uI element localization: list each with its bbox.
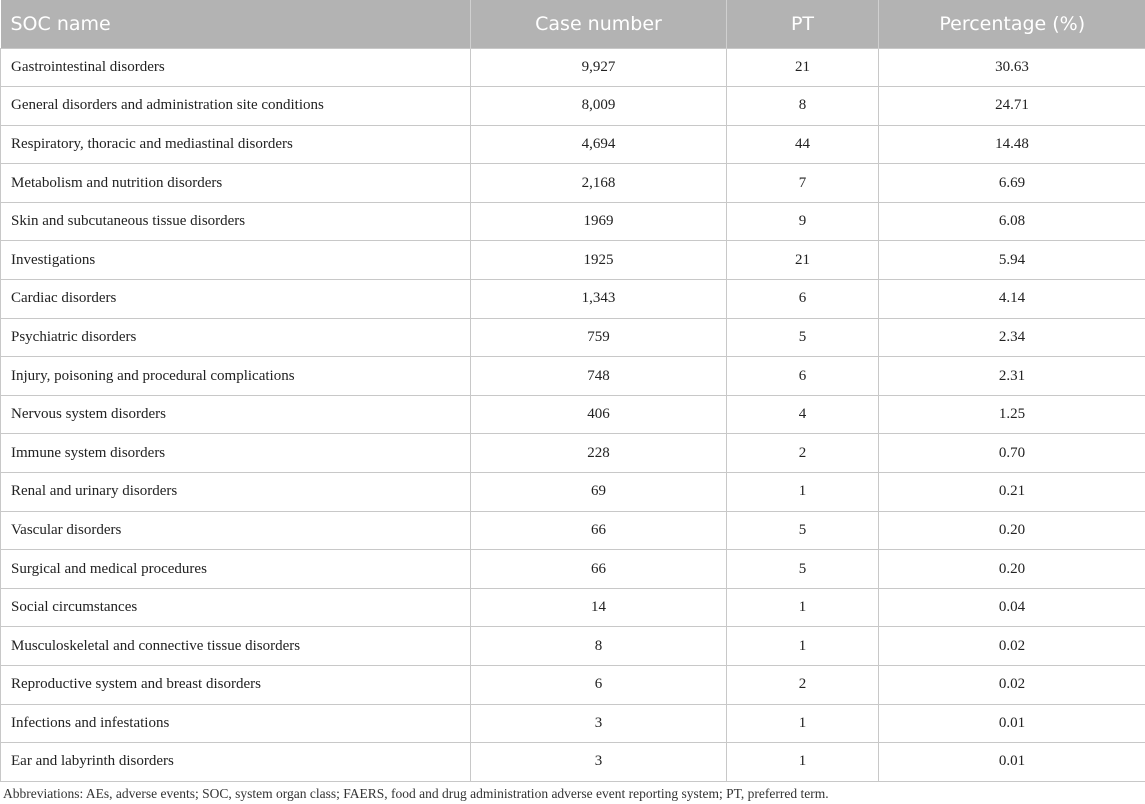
cell-case-number: 6: [471, 666, 727, 705]
cell-soc-name: Social circumstances: [1, 588, 471, 627]
cell-case-number: 3: [471, 743, 727, 782]
cell-soc-name: Injury, poisoning and procedural complications: [1, 357, 471, 396]
cell-percentage: 0.04: [879, 588, 1145, 627]
cell-percentage: 30.63: [879, 48, 1145, 87]
cell-case-number: 9,927: [471, 48, 727, 87]
table-row: [1, 434, 1145, 473]
cell-soc-name: Vascular disorders: [1, 511, 471, 550]
cell-case-number: 748: [471, 357, 727, 396]
table-body: [1, 48, 1145, 781]
cell-case-number: 228: [471, 434, 727, 473]
header-case-number: Case number: [471, 0, 727, 48]
cell-percentage: 0.20: [879, 550, 1145, 589]
cell-pt: 5: [727, 550, 879, 589]
cell-soc-name: Gastrointestinal disorders: [1, 48, 471, 87]
cell-case-number: 759: [471, 318, 727, 357]
header-soc-name: SOC name: [1, 0, 471, 48]
table-header: [1, 0, 1145, 48]
cell-soc-name: Metabolism and nutrition disorders: [1, 164, 471, 203]
cell-pt: 44: [727, 125, 879, 164]
cell-pt: 7: [727, 164, 879, 203]
cell-case-number: 406: [471, 395, 727, 434]
cell-pt: 4: [727, 395, 879, 434]
cell-percentage: 4.14: [879, 280, 1145, 319]
cell-soc-name: Skin and subcutaneous tissue disorders: [1, 202, 471, 241]
cell-case-number: 2,168: [471, 164, 727, 203]
table-row: [1, 666, 1145, 705]
cell-pt: 1: [727, 473, 879, 512]
cell-pt: 1: [727, 743, 879, 782]
cell-soc-name: Infections and infestations: [1, 704, 471, 743]
cell-case-number: 1,343: [471, 280, 727, 319]
table-row: [1, 357, 1145, 396]
cell-percentage: 2.34: [879, 318, 1145, 357]
cell-percentage: 0.21: [879, 473, 1145, 512]
cell-soc-name: Reproductive system and breast disorders: [1, 666, 471, 705]
cell-pt: 2: [727, 666, 879, 705]
cell-soc-name: Immune system disorders: [1, 434, 471, 473]
cell-pt: 21: [727, 241, 879, 280]
table-row: [1, 48, 1145, 87]
cell-percentage: 6.08: [879, 202, 1145, 241]
cell-soc-name: Nervous system disorders: [1, 395, 471, 434]
cell-soc-name: Psychiatric disorders: [1, 318, 471, 357]
cell-percentage: 5.94: [879, 241, 1145, 280]
table-row: [1, 704, 1145, 743]
cell-pt: 6: [727, 357, 879, 396]
table-row: [1, 473, 1145, 512]
cell-soc-name: Respiratory, thoracic and mediastinal disorders: [1, 125, 471, 164]
table-row: [1, 202, 1145, 241]
table-row: [1, 125, 1145, 164]
cell-case-number: 14: [471, 588, 727, 627]
cell-percentage: 0.01: [879, 743, 1145, 782]
cell-pt: 21: [727, 48, 879, 87]
cell-percentage: 24.71: [879, 87, 1145, 126]
cell-percentage: 0.01: [879, 704, 1145, 743]
cell-pt: 1: [727, 588, 879, 627]
cell-percentage: 1.25: [879, 395, 1145, 434]
cell-percentage: 0.02: [879, 666, 1145, 705]
table-row: [1, 164, 1145, 203]
cell-percentage: 14.48: [879, 125, 1145, 164]
table-row: [1, 550, 1145, 589]
cell-soc-name: General disorders and administration site conditions: [1, 87, 471, 126]
cell-case-number: 1969: [471, 202, 727, 241]
table-row: [1, 743, 1145, 782]
cell-soc-name: Investigations: [1, 241, 471, 280]
header-percentage: Percentage (%): [879, 0, 1145, 48]
cell-pt: 5: [727, 511, 879, 550]
cell-percentage: 0.02: [879, 627, 1145, 666]
cell-case-number: 1925: [471, 241, 727, 280]
cell-soc-name: Ear and labyrinth disorders: [1, 743, 471, 782]
cell-percentage: 6.69: [879, 164, 1145, 203]
cell-pt: 6: [727, 280, 879, 319]
table-row: [1, 588, 1145, 627]
cell-pt: 9: [727, 202, 879, 241]
cell-soc-name: Musculoskeletal and connective tissue disorders: [1, 627, 471, 666]
cell-case-number: 4,694: [471, 125, 727, 164]
cell-soc-name: Cardiac disorders: [1, 280, 471, 319]
cell-percentage: 2.31: [879, 357, 1145, 396]
cell-percentage: 0.70: [879, 434, 1145, 473]
cell-case-number: 69: [471, 473, 727, 512]
header-pt: PT: [727, 0, 879, 48]
cell-case-number: 8,009: [471, 87, 727, 126]
cell-pt: 5: [727, 318, 879, 357]
table-row: [1, 511, 1145, 550]
cell-case-number: 3: [471, 704, 727, 743]
table-row: [1, 87, 1145, 126]
table-row: [1, 280, 1145, 319]
table-row: [1, 241, 1145, 280]
cell-soc-name: Renal and urinary disorders: [1, 473, 471, 512]
cell-percentage: 0.20: [879, 511, 1145, 550]
table-row: [1, 395, 1145, 434]
header-row: [1, 0, 1145, 48]
cell-pt: 1: [727, 704, 879, 743]
cell-case-number: 66: [471, 511, 727, 550]
cell-case-number: 66: [471, 550, 727, 589]
cell-case-number: 8: [471, 627, 727, 666]
table-row: [1, 318, 1145, 357]
table-row: [1, 627, 1145, 666]
cell-pt: 8: [727, 87, 879, 126]
abbreviations-footnote: Abbreviations: AEs, adverse events; SOC, system organ class; FAERS, food and drug administration adverse event reporting system; PT, preferred term.: [3, 786, 829, 801]
cell-pt: 2: [727, 434, 879, 473]
cell-pt: 1: [727, 627, 879, 666]
cell-soc-name: Surgical and medical procedures: [1, 550, 471, 589]
